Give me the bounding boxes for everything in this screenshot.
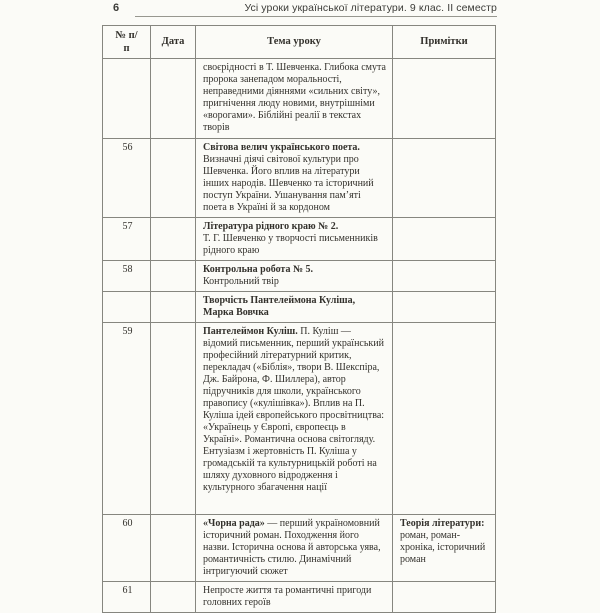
notes-text: роман, роман-хроніка, історичний роман <box>400 530 486 565</box>
header-notes: Примітки <box>393 26 496 59</box>
lesson-number-cell: 60 <box>103 515 151 582</box>
table-row <box>103 261 496 292</box>
lesson-number-cell: 61 <box>103 582 151 613</box>
lesson-number-cell: 57 <box>103 218 151 261</box>
header-rule <box>135 16 497 17</box>
table-header-row <box>103 26 496 59</box>
notes-cell <box>393 582 496 613</box>
notes-cell <box>393 139 496 218</box>
topic-cell <box>196 323 393 515</box>
table-row <box>103 515 496 582</box>
topic-text: Непросте життя та романтичні пригоди головних героїв <box>203 585 372 608</box>
notes-cell <box>393 261 496 292</box>
date-cell <box>151 323 196 515</box>
notes-cell <box>393 292 496 323</box>
topic-cell <box>196 515 393 582</box>
table-row <box>103 59 496 139</box>
topic-title-text: Пантелеймон Куліш. <box>203 326 298 337</box>
notes-cell <box>393 218 496 261</box>
date-cell <box>151 261 196 292</box>
topic-text: — перший україномовний історичний роман. Походження його назви. Історична основа й авторська уява, романтичність стилю. Динамічний інтригуючий сюжет <box>203 518 381 577</box>
lesson-number-cell: 56 <box>103 139 151 218</box>
date-cell <box>151 218 196 261</box>
topic-cell <box>196 139 393 218</box>
lesson-number-cell: 58 <box>103 261 151 292</box>
table-row <box>103 139 496 218</box>
section-title-text: Творчість Пантелеймона Куліша, Марка Вовчка <box>203 295 356 318</box>
date-cell <box>151 59 196 139</box>
topic-title-text: Література рідного краю № 2. <box>203 221 339 232</box>
topic-cell <box>196 261 393 292</box>
header-date: Дата <box>151 26 196 59</box>
notes-cell <box>393 323 496 515</box>
lesson-number-cell: 59 <box>103 323 151 515</box>
topic-cell <box>196 582 393 613</box>
header-lesson-number: № п/п <box>103 26 151 59</box>
topic-cell <box>196 59 393 139</box>
topic-title-text: «Чорна рада» <box>203 518 265 529</box>
table-row <box>103 323 496 515</box>
page-number: 6 <box>113 2 120 14</box>
topic-text: Т. Г. Шевченко у творчості письменників рідного краю <box>203 233 378 256</box>
lesson-number-cell <box>103 59 151 139</box>
table-row <box>103 582 496 613</box>
topic-title-text: Світова велич українського поета. <box>203 142 360 153</box>
topic-cell <box>196 292 393 323</box>
topic-title-text: Контрольна робота № 5. <box>203 264 314 275</box>
date-cell <box>151 292 196 323</box>
topic-text: Визначні діячі світової культури про Шевченка. Його вплив на літератури інших народів. Шевченко та історичний поступ України. Ушанування пам’яті поета в Україні й за кордоном <box>203 154 374 213</box>
notes-title-text: Теорія літератури: <box>400 518 485 529</box>
topic-cell <box>196 218 393 261</box>
notes-cell <box>393 515 496 582</box>
topic-text: Контрольний твір <box>203 276 279 287</box>
date-cell <box>151 515 196 582</box>
running-title: Усі уроки української літератури. 9 клас. II семестр <box>244 2 497 14</box>
table-row <box>103 218 496 261</box>
header-topic: Тема уроку <box>196 26 393 59</box>
date-cell <box>151 139 196 218</box>
lesson-plan-table <box>102 25 496 613</box>
topic-text: своєрідності в Т. Шевченка. Глибока смута пророка занепадом моральності, неправедними діяннями «сильних світу», пригнічення люду новими, внутрішніми «ворогами». Біблійні реалії в текстах творів <box>203 62 386 133</box>
topic-text: П. Куліш — відомий письменник, перший український професійний літературний критик, перекладач («Біблія», твори В. Шекспіра, Дж. Байрона, Ф. Шиллера), автор підручників для школи, українського правопису («кулішівка»). Вплив на П. Куліша ідей європейського просвітництва: «Українець у Європі, європеєць в Україні». Романтична основа світогляду. Ентузіазм і жертовність П. Куліша у громадській та культурницькій роботі на шляху духовного відродження і культурного збагачення нації <box>203 326 385 493</box>
section-header-row <box>103 292 496 323</box>
date-cell <box>151 582 196 613</box>
lesson-number-cell <box>103 292 151 323</box>
notes-cell <box>393 59 496 139</box>
